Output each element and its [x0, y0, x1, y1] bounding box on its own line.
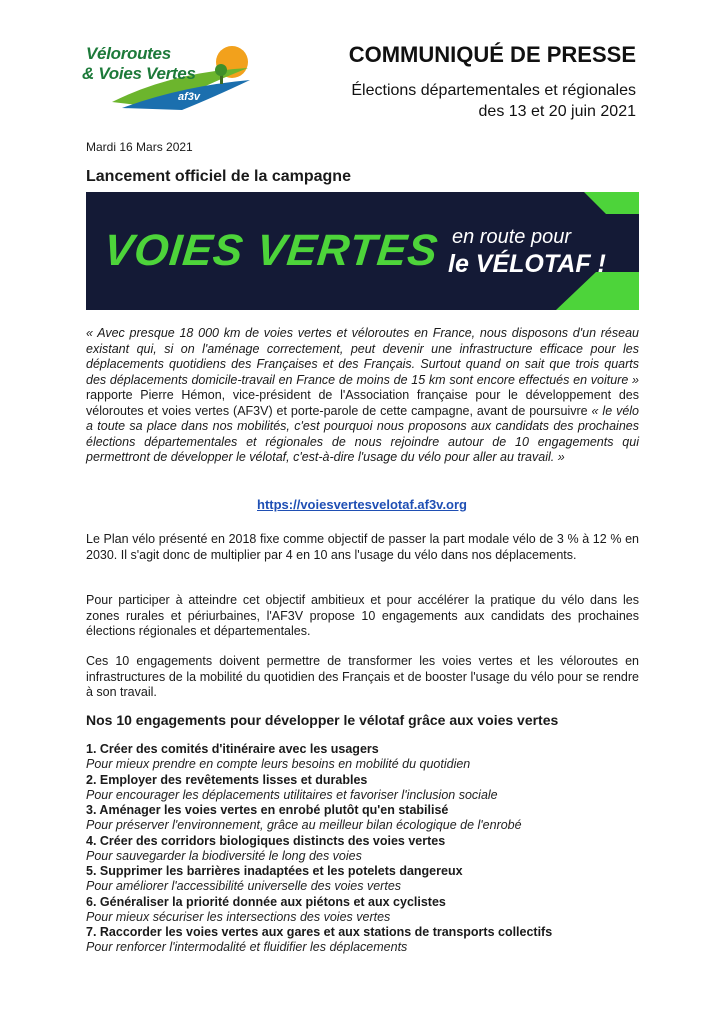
- engagement-title: 1. Créer des comités d'itinéraire avec les usagers: [86, 742, 379, 756]
- paragraph-engagements: Ces 10 engagements doivent permettre de transformer les voies vertes et les véloroutes en infrastructures de la mobilité du quotidien des Français et de booster l'usage du vélo pour se rendre à son travail.: [86, 654, 639, 699]
- engagement-title: 2. Employer des revêtements lisses et durables: [86, 772, 368, 787]
- list-item: [86, 895, 646, 926]
- engagement-subtitle: Pour mieux sécuriser les intersections des voies vertes: [86, 909, 391, 924]
- list-item: [86, 773, 646, 804]
- engagement-title: 3. Aménager les voies vertes en enrobé plutôt qu'en stabilisé: [86, 803, 449, 817]
- page-title: COMMUNIQUÉ DE PRESSE: [348, 42, 636, 67]
- engagement-subtitle: Pour mieux prendre en compte leurs besoins en mobilité du quotidien: [86, 757, 471, 771]
- quote-part-3: « le vélo a toute sa place dans nos mobilités, c'est pourquoi nous proposons aux candidats des prochaines élections départementales et régionales de nous rejoindre autour de 10 engagements qui permettront de développer le vélotaf, c'est-à-dire l'usage du vélo pour aller au travail. »: [86, 403, 640, 464]
- engagement-subtitle: Pour sauvegarder la biodiversité le long des voies: [86, 848, 362, 863]
- launch-heading: Lancement officiel de la campagne: [86, 168, 351, 185]
- logo-badge: af3v: [178, 91, 201, 103]
- list-item: [86, 742, 646, 773]
- publication-date: Mardi 16 Mars 2021: [86, 140, 193, 154]
- engagement-title: 6. Généraliser la priorité donnée aux piétons et aux cyclistes: [86, 894, 446, 909]
- list-item: [86, 834, 646, 865]
- engagements-heading: Nos 10 engagements pour développer le vélotaf grâce aux voies vertes: [86, 712, 559, 728]
- engagement-subtitle: Pour améliorer l'accessibilité universelle des voies vertes: [86, 879, 402, 893]
- logo-line-1: Véloroutes: [86, 44, 171, 63]
- page-subtitle: [276, 80, 636, 122]
- af3v-logo: [82, 28, 252, 110]
- logo-line-2: & Voies Vertes: [82, 64, 196, 83]
- list-item: [86, 864, 646, 895]
- list-item: [86, 925, 646, 956]
- quote-paragraph: [86, 326, 639, 466]
- engagement-subtitle: Pour encourager les déplacements utilitaires et favoriser l'inclusion sociale: [86, 787, 498, 802]
- engagement-title: 7. Raccorder les voies vertes aux gares et aux stations de transports collectifs: [86, 925, 553, 939]
- banner-tagline-1: en route pour: [452, 226, 571, 248]
- paragraph-plan-velo: Le Plan vélo présenté en 2018 fixe comme objectif de passer la part modale vélo de 3 % à 12 % en 2030. Il s'agit donc de multiplier par 4 en 10 ans l'usage du vélo dans nos déplacements.: [86, 532, 639, 562]
- paragraph-objectif: Pour participer à atteindre cet objectif ambitieux et pour accélérer la pratique du vélo dans les zones rurales et périurbaines, l'AF3V propose 10 engagements aux candidats des prochaines élections régionales et départementales.: [86, 593, 639, 638]
- list-item: [86, 803, 646, 834]
- engagements-list: [86, 742, 646, 956]
- engagement-title: 4. Créer des corridors biologiques distincts des voies vertes: [86, 833, 446, 848]
- subtitle-line-2: des 13 et 20 juin 2021: [478, 103, 636, 120]
- engagement-title: 5. Supprimer les barrières inadaptées et les potelets dangereux: [86, 864, 463, 878]
- quote-part-1: « Avec presque 18 000 km de voies vertes et véloroutes en France, nous disposons d'un réseau existant qui, si on l'aménage correctement, peut devenir une infrastructure efficace pour les déplacements quotidiens des Françaises et des Français. Surtout quand on sait que trois quarts des déplacements domicile-travail en France de moins de 15 km sont encore effectués en voiture »: [86, 326, 639, 387]
- engagement-subtitle: Pour préserver l'environnement, grâce au meilleur bilan écologique de l'enrobé: [86, 818, 522, 832]
- banner-main-text: VOIES VERTES: [101, 226, 441, 275]
- banner-tagline-2: le VÉLOTAF !: [448, 250, 606, 278]
- engagement-subtitle: Pour renforcer l'intermodalité et fluidifier les déplacements: [86, 940, 408, 954]
- campaign-banner: [86, 192, 639, 310]
- subtitle-line-1: Élections départementales et régionales: [351, 82, 636, 99]
- quote-part-2: rapporte Pierre Hémon, vice-président de l'Association française pour le développement des véloroutes et voies vertes (AF3V) et porte-parole de cette campagne, avant de poursuivre: [86, 388, 639, 418]
- campaign-link[interactable]: https://voiesvertesvelotaf.af3v.org: [257, 497, 467, 512]
